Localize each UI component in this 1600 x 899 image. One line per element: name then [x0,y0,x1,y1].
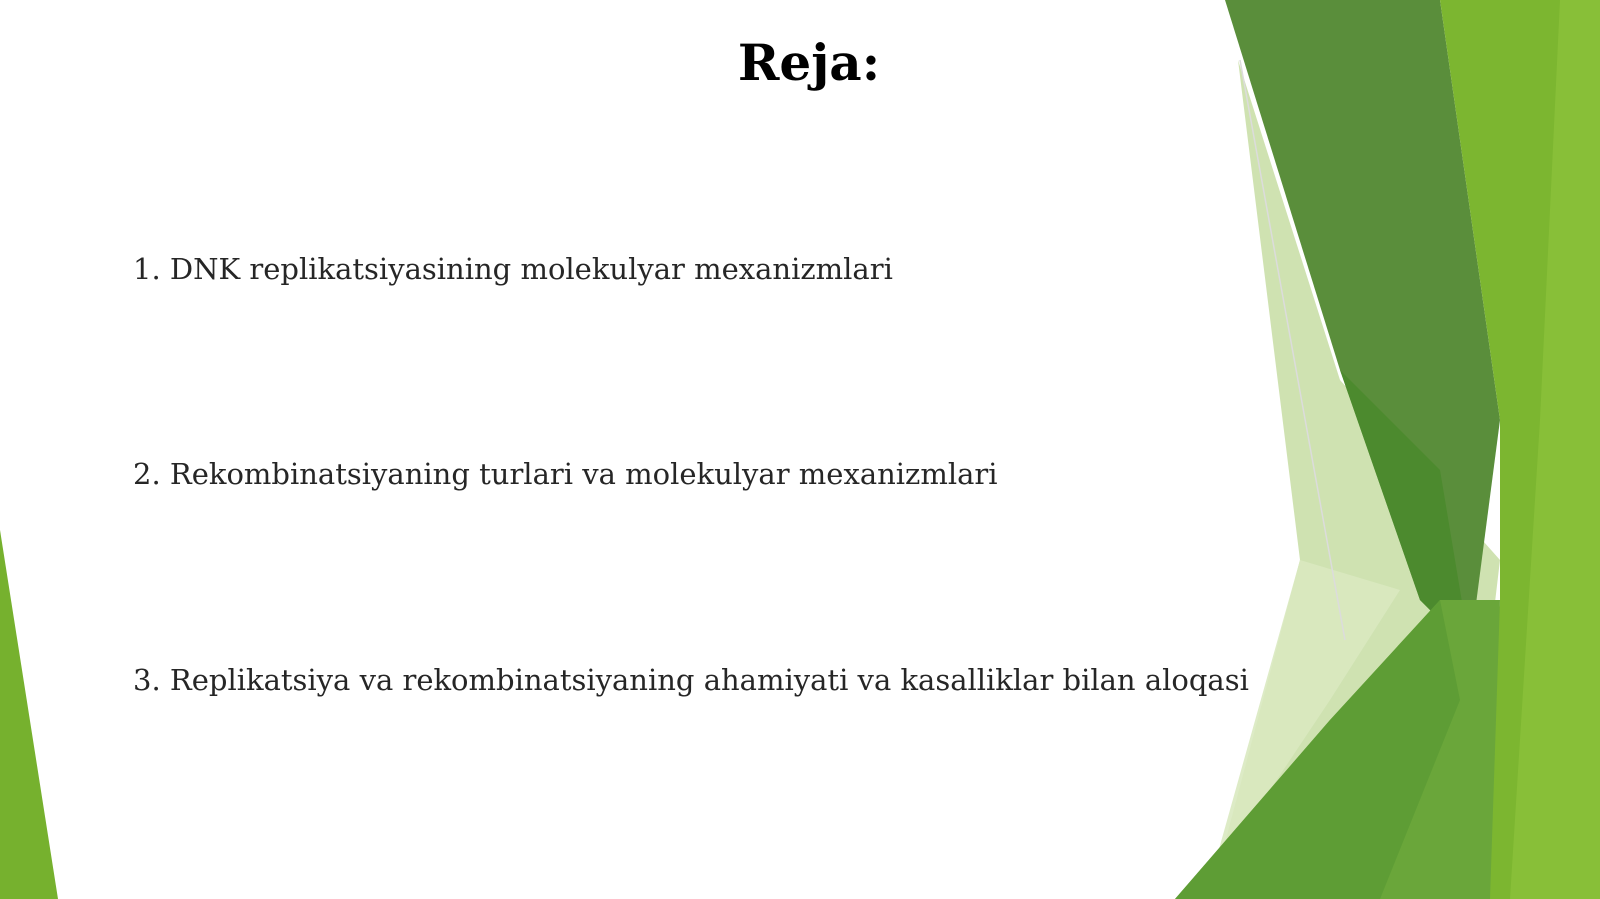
plan-item-2: 2. Rekombinatsiyaning turlari va molekulyar mexanizmlari [133,457,998,491]
plan-item-1: 1. DNK replikatsiyasining molekulyar mexanizmlari [133,252,893,286]
slide-title: Reja: [737,33,881,92]
plan-item-3: 3. Replikatsiya va rekombinatsiyaning ahamiyati va kasalliklar bilan aloqasi [133,663,1249,697]
left-green-wedge [0,530,58,899]
